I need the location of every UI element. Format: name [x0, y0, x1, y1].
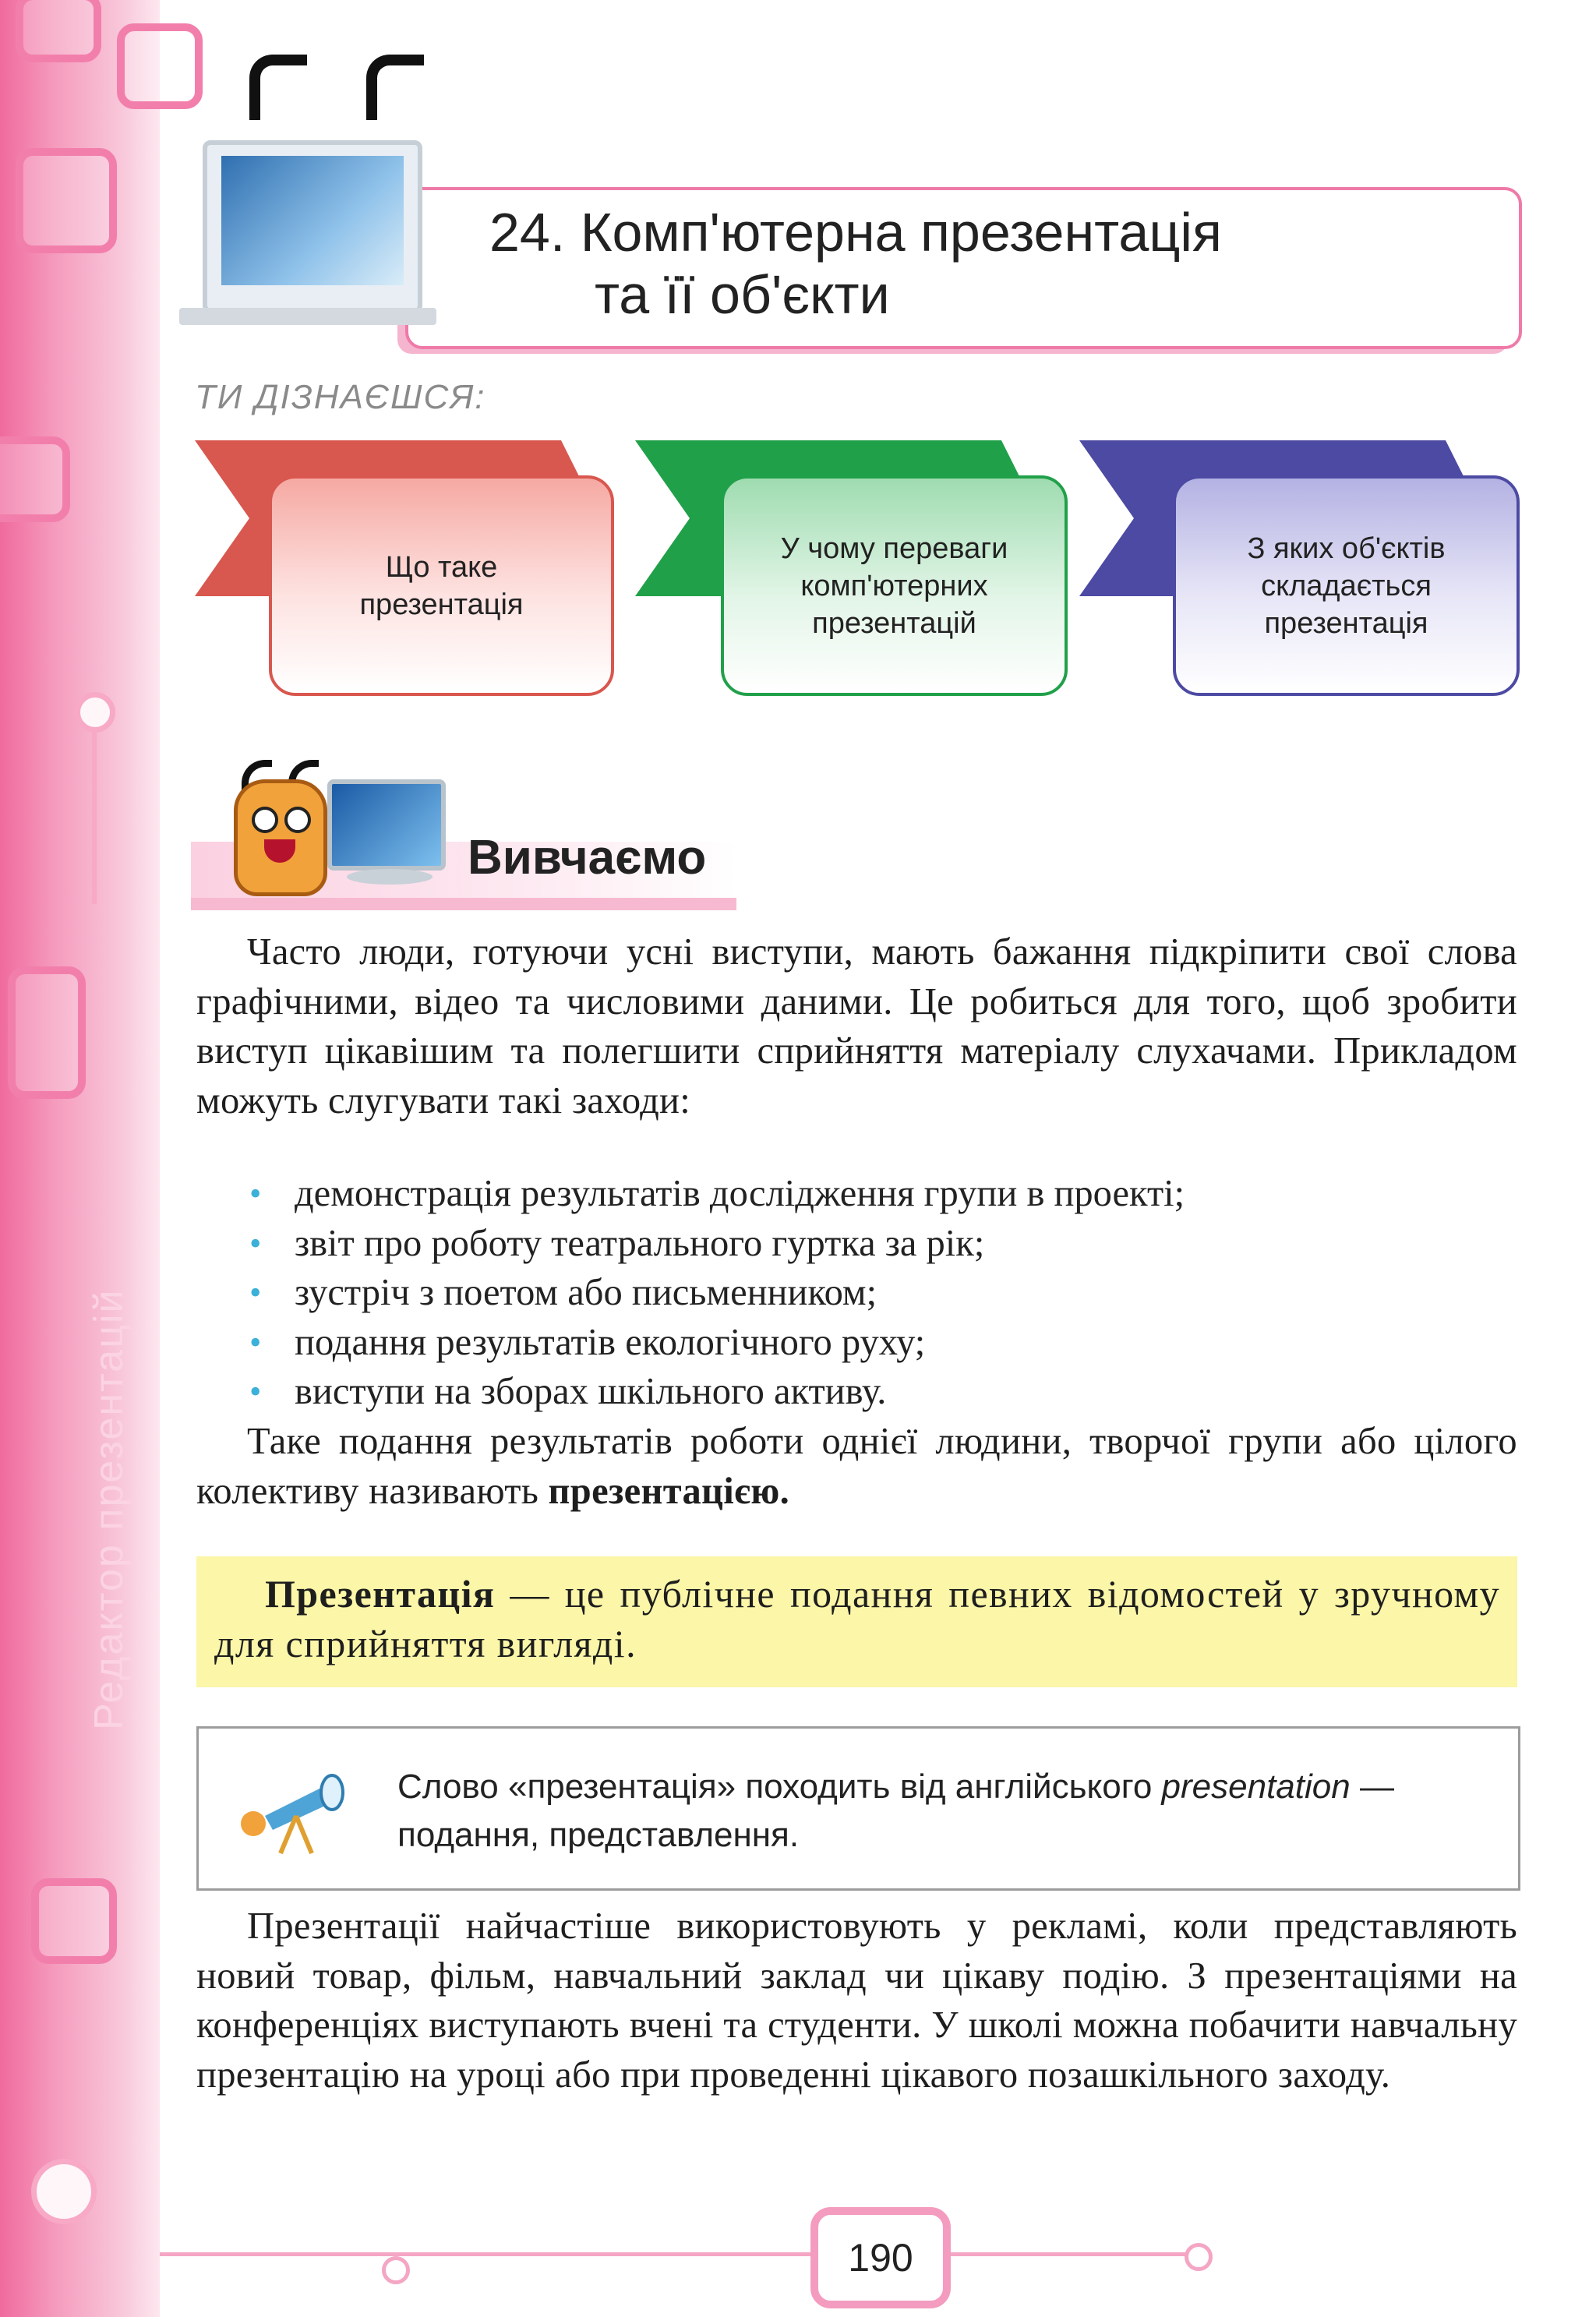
list-item: • звіт про роботу театрального гуртка за рік; — [249, 1219, 1185, 1269]
note-prefix: Слово «презентація» походить від англійського — [397, 1768, 1162, 1806]
card-line: З яких об'єктів — [1247, 532, 1446, 565]
list-item: • виступи на зборах шкільного активу. — [249, 1367, 1185, 1417]
section-title: Вивчаємо — [468, 831, 707, 885]
intro-paragraph: Часто люди, готуючи усні виступи, мають бажання підкріпити свої слова графічними, відео та числовими даними. Це робиться для того, щоб зробити виступ цікавішим та полегшити сприйняття матеріалу слухачами. Прикладом можуть слугувати такі заходи: — [196, 931, 1517, 1121]
outro-paragraph: Презентації найчастіше використовують у рекламі, коли представляють новий товар, фільм, навчальний заклад чи цікаву подію. З презентаціями на конференціях виступають вчені та студенти. У школі можна побачити навчальну презентацію на уроці або при проведенні цікавого позашкільного заходу. — [196, 1906, 1517, 2096]
footer-line — [935, 2252, 1192, 2256]
card-line: презентацій — [812, 606, 976, 640]
note-suffix: — подання, представлення. — [397, 1768, 1394, 1854]
deco-square — [16, 148, 117, 253]
page-number: 190 — [810, 2207, 951, 2308]
page-title — [489, 201, 1222, 326]
deco-square — [0, 436, 70, 522]
learn-card-2 — [721, 475, 1068, 696]
list-item: • зустріч з поетом або письменником; — [249, 1268, 1185, 1318]
deco-line — [92, 725, 97, 904]
monitor-icon — [203, 140, 422, 313]
list-item: • подання результатів екологічного руху; — [249, 1318, 1185, 1368]
telescope-icon — [234, 1761, 358, 1855]
deco-circle — [31, 2159, 97, 2224]
card-line: Що таке — [385, 550, 498, 584]
monitor-stand — [179, 308, 436, 325]
learn-card-3 — [1173, 475, 1520, 696]
summary-paragraph — [196, 1417, 1517, 1516]
mascot-antenna — [249, 55, 307, 120]
definition-term: Презентація — [265, 1572, 496, 1616]
card-line: презентація — [359, 588, 524, 621]
deco-circle — [75, 692, 115, 733]
note-word: presentation — [1161, 1768, 1351, 1806]
learn-label: ТИ ДІЗНАЄШСЯ: — [195, 378, 486, 416]
definition-text — [214, 1569, 1500, 1669]
deco-square — [8, 966, 86, 1099]
deco-square — [31, 1878, 117, 1964]
card-line: складається — [1261, 569, 1432, 602]
title-line-1: 24. Комп'ютерна презентація — [489, 202, 1222, 263]
footer-line — [160, 2252, 810, 2256]
monitor-icon — [327, 779, 446, 871]
summary-term: презентацією. — [548, 1470, 790, 1512]
definition-body: — це публічне подання певних відомостей у зручному для сприйняття вигляді. — [214, 1572, 1500, 1665]
learn-card-1 — [269, 475, 614, 696]
footer-dot — [382, 2256, 410, 2284]
footer-dot — [1185, 2243, 1213, 2271]
list-item: • демонстрація результатів дослідження групи в проекті; — [249, 1169, 1185, 1219]
summary-text: Таке подання результатів роботи однієї людини, творчої групи або цілого колективу називають — [196, 1421, 1517, 1512]
examples-list — [249, 1169, 1185, 1417]
card-line: презентація — [1264, 606, 1428, 640]
deco-square — [16, 0, 101, 62]
card-line: комп'ютерних — [800, 569, 988, 602]
side-decoration — [0, 0, 160, 2317]
title-line-2: та її об'єкти — [595, 264, 890, 325]
sidebar-label: Редактор презентацій — [87, 1288, 132, 1730]
note-text — [397, 1763, 1488, 1860]
mascot-antenna — [366, 55, 424, 120]
card-line: У чому переваги — [780, 532, 1008, 565]
mascot-icon — [234, 779, 327, 896]
deco-square — [117, 23, 203, 109]
monitor-stand — [347, 869, 433, 885]
